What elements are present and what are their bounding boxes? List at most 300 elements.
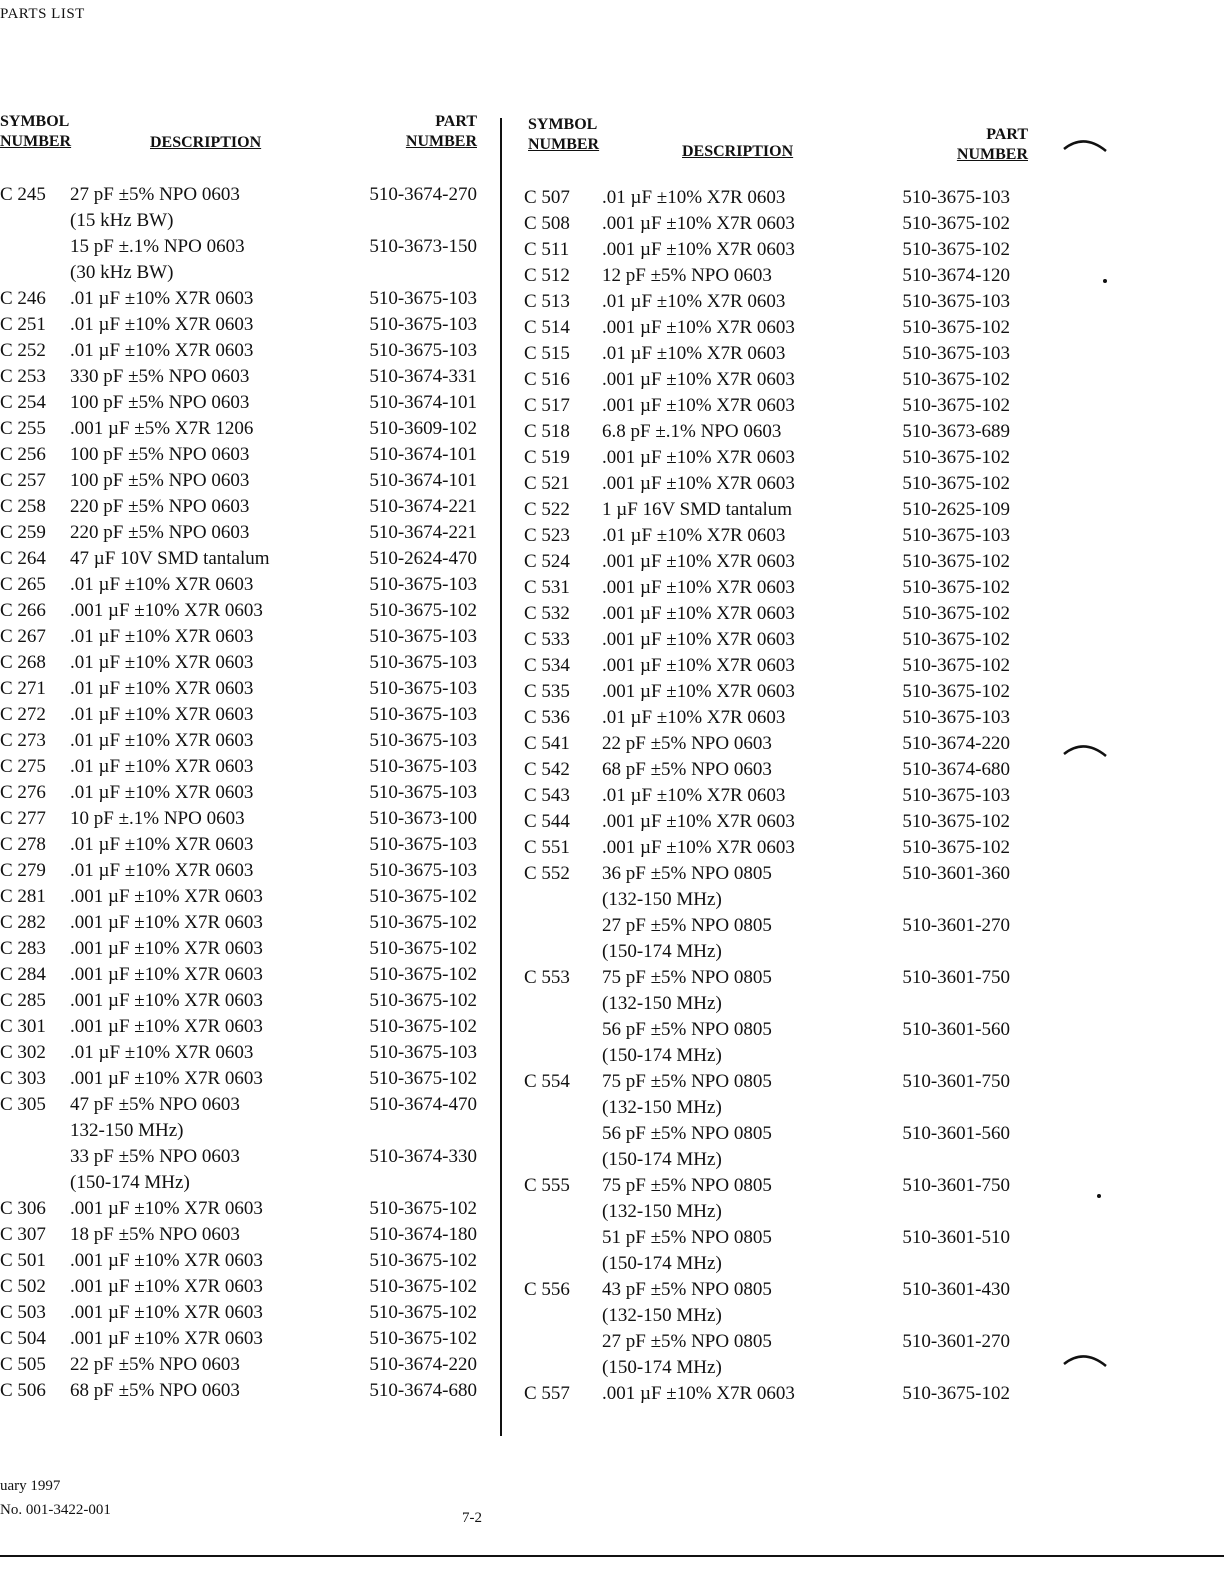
symbol-number-cell: C 307 — [0, 1224, 46, 1245]
symbol-number-cell: C 517 — [524, 395, 570, 416]
description-cell: 100 pF ±5% NPO 0603 — [70, 444, 250, 465]
description-cell: 33 pF ±5% NPO 0603 — [70, 1146, 240, 1167]
description-cell: 36 pF ±5% NPO 0805 — [602, 863, 772, 884]
part-number-cell: 510-3674-680 — [369, 1380, 477, 1401]
part-number-cell: 510-3601-270 — [902, 915, 1010, 936]
table-row — [516, 1251, 1036, 1277]
part-number-cell: 510-3675-102 — [902, 447, 1010, 468]
part-number-cell: 510-3675-102 — [902, 629, 1010, 650]
symbol-number-cell: C 555 — [524, 1175, 570, 1196]
right-parts-column — [516, 115, 1036, 1407]
description-cell: 56 pF ±5% NPO 0805 — [602, 1019, 772, 1040]
table-row — [0, 364, 485, 390]
symbol-number-cell: C 284 — [0, 964, 46, 985]
table-row — [0, 1248, 485, 1274]
description-cell: .001 µF ±10% X7R 0603 — [70, 1250, 263, 1271]
table-row — [516, 185, 1036, 211]
part-number-cell: 510-3675-103 — [902, 525, 1010, 546]
part-number-cell: 510-3675-102 — [902, 317, 1010, 338]
table-row — [0, 1352, 485, 1378]
part-number-cell: 510-3675-103 — [902, 343, 1010, 364]
symbol-number-cell: C 511 — [524, 239, 570, 260]
table-row — [516, 731, 1036, 757]
description-cell: .01 µF ±10% X7R 0603 — [70, 1042, 254, 1063]
description-cell: (150-174 MHz) — [602, 941, 722, 962]
symbol-number-cell: C 265 — [0, 574, 46, 595]
part-number-cell: 510-3674-331 — [369, 366, 477, 387]
symbol-number-cell: C 259 — [0, 522, 46, 543]
part-number-cell: 510-3675-103 — [902, 291, 1010, 312]
symbol-number-cell: C 305 — [0, 1094, 46, 1115]
symbol-number-cell: C 512 — [524, 265, 570, 286]
description-cell: .001 µF ±10% X7R 0603 — [602, 447, 795, 468]
description-cell: .001 µF ±10% X7R 0603 — [602, 213, 795, 234]
description-cell: (15 kHz BW) — [70, 210, 174, 231]
table-row — [0, 468, 485, 494]
part-number-cell: 510-3673-150 — [369, 236, 477, 257]
description-cell: .001 µF ±10% X7R 0603 — [602, 811, 795, 832]
part-number-cell: 510-3675-102 — [369, 990, 477, 1011]
right-column-header — [516, 115, 1036, 185]
part-number-cell: 510-3601-560 — [902, 1019, 1010, 1040]
part-number-cell: 510-3675-103 — [369, 834, 477, 855]
table-row — [0, 1014, 485, 1040]
table-row — [516, 289, 1036, 315]
symbol-number-cell: C 531 — [524, 577, 570, 598]
part-number-cell: 510-3601-750 — [902, 1071, 1010, 1092]
symbol-number-cell: C 502 — [0, 1276, 46, 1297]
description-cell: .001 µF ±10% X7R 0603 — [602, 1383, 795, 1404]
part-number-cell: 510-3674-221 — [369, 522, 477, 543]
table-row — [516, 627, 1036, 653]
symbol-number-cell: C 281 — [0, 886, 46, 907]
symbol-number-cell: C 275 — [0, 756, 46, 777]
part-number-cell: 510-3601-510 — [902, 1227, 1010, 1248]
description-cell: .01 µF ±10% X7R 0603 — [70, 860, 254, 881]
symbol-number-cell: C 513 — [524, 291, 570, 312]
part-number-cell: 510-3675-103 — [369, 1042, 477, 1063]
description-cell: .001 µF ±10% X7R 0603 — [70, 1328, 263, 1349]
symbol-number-cell: C 272 — [0, 704, 46, 725]
part-number-cell: 510-3675-102 — [902, 369, 1010, 390]
description-cell: .001 µF ±10% X7R 0603 — [602, 395, 795, 416]
table-row — [516, 1017, 1036, 1043]
table-row — [0, 208, 485, 234]
part-number-header — [406, 112, 477, 152]
part-number-cell: 510-3675-103 — [369, 652, 477, 673]
table-row — [0, 1092, 485, 1118]
description-cell: .001 µF ±10% X7R 0603 — [70, 1302, 263, 1323]
symbol-number-cell: C 508 — [524, 213, 570, 234]
symbol-number-cell: C 302 — [0, 1042, 46, 1063]
table-row — [516, 653, 1036, 679]
symbol-number-cell: C 554 — [524, 1071, 570, 1092]
description-cell: .01 µF ±10% X7R 0603 — [602, 525, 786, 546]
symbol-number-cell: C 251 — [0, 314, 46, 335]
table-row — [516, 861, 1036, 887]
part-number-cell: 510-3675-102 — [369, 1328, 477, 1349]
symbol-number-cell: C 551 — [524, 837, 570, 858]
table-row — [0, 962, 485, 988]
symbol-number-cell: C 245 — [0, 184, 46, 205]
table-row — [516, 315, 1036, 341]
table-row — [0, 442, 485, 468]
part-number-cell: 510-3675-103 — [369, 574, 477, 595]
description-cell: (150-174 MHz) — [602, 1045, 722, 1066]
part-number-cell: 510-3675-102 — [902, 811, 1010, 832]
description-cell: .01 µF ±10% X7R 0603 — [70, 704, 254, 725]
symbol-number-cell: C 542 — [524, 759, 570, 780]
part-header-label: PART — [986, 126, 1028, 143]
description-cell: .001 µF ±10% X7R 0603 — [70, 886, 263, 907]
description-cell: .001 µF ±10% X7R 0603 — [70, 1068, 263, 1089]
description-cell: (132-150 MHz) — [602, 1201, 722, 1222]
description-cell: 18 pF ±5% NPO 0603 — [70, 1224, 240, 1245]
table-row — [0, 702, 485, 728]
table-row — [0, 390, 485, 416]
description-cell: 47 µF 10V SMD tantalum — [70, 548, 270, 569]
description-cell: 56 pF ±5% NPO 0805 — [602, 1123, 772, 1144]
table-row — [0, 416, 485, 442]
description-cell: .001 µF ±10% X7R 0603 — [602, 681, 795, 702]
table-row — [0, 182, 485, 208]
speck-icon — [1102, 278, 1108, 284]
description-cell: .001 µF ±10% X7R 0603 — [602, 655, 795, 676]
description-cell: .001 µF ±10% X7R 0603 — [602, 369, 795, 390]
description-cell: (150-174 MHz) — [602, 1357, 722, 1378]
table-row — [0, 858, 485, 884]
part-number-cell: 510-3601-270 — [902, 1331, 1010, 1352]
description-cell: 43 pF ±5% NPO 0805 — [602, 1279, 772, 1300]
symbol-number-cell: C 267 — [0, 626, 46, 647]
table-row — [0, 780, 485, 806]
part-number-cell: 510-3674-120 — [902, 265, 1010, 286]
column-divider — [500, 118, 502, 1436]
symbol-number-cell: C 519 — [524, 447, 570, 468]
symbol-header-label: SYMBOL — [528, 116, 598, 133]
part-number-cell: 510-3675-103 — [369, 314, 477, 335]
part-number-cell: 510-3675-102 — [902, 837, 1010, 858]
part-number-cell: 510-3674-330 — [369, 1146, 477, 1167]
description-cell: .01 µF ±10% X7R 0603 — [70, 730, 254, 751]
part-number-header — [957, 125, 1028, 165]
part-number-cell: 510-3674-270 — [369, 184, 477, 205]
description-cell: (132-150 MHz) — [602, 1305, 722, 1326]
symbol-number-cell: C 271 — [0, 678, 46, 699]
part-number-cell: 510-3675-103 — [369, 678, 477, 699]
table-row — [516, 1095, 1036, 1121]
symbol-number-cell: C 534 — [524, 655, 570, 676]
symbol-number-cell: C 258 — [0, 496, 46, 517]
part-number-cell: 510-3675-102 — [369, 1068, 477, 1089]
table-row — [516, 991, 1036, 1017]
symbol-number-cell: C 252 — [0, 340, 46, 361]
part-number-cell: 510-2625-109 — [902, 499, 1010, 520]
table-row — [516, 263, 1036, 289]
description-cell: (132-150 MHz) — [602, 1097, 722, 1118]
table-row — [516, 601, 1036, 627]
part-number-cell: 510-3675-102 — [902, 473, 1010, 494]
table-row — [516, 523, 1036, 549]
part-number-cell: 510-3675-102 — [369, 1302, 477, 1323]
table-row — [0, 884, 485, 910]
right-parts-list — [516, 185, 1036, 1407]
part-number-cell: 510-3675-103 — [369, 340, 477, 361]
table-row — [0, 832, 485, 858]
description-cell: .001 µF ±10% X7R 0603 — [602, 239, 795, 260]
part-number-cell: 510-3674-220 — [369, 1354, 477, 1375]
table-row — [516, 341, 1036, 367]
part-number-cell: 510-3675-103 — [902, 785, 1010, 806]
part-number-cell: 510-3675-103 — [369, 288, 477, 309]
part-number-cell: 510-3675-102 — [369, 964, 477, 985]
symbol-number-cell: C 535 — [524, 681, 570, 702]
number-header-label: NUMBER — [528, 136, 600, 153]
description-cell: (132-150 MHz) — [602, 993, 722, 1014]
description-cell: 51 pF ±5% NPO 0805 — [602, 1227, 772, 1248]
table-row — [0, 1040, 485, 1066]
footer-doc-number: No. 001-3422-001 — [0, 1502, 111, 1518]
description-cell: 27 pF ±5% NPO 0603 — [70, 184, 240, 205]
description-cell: .001 µF ±10% X7R 0603 — [602, 577, 795, 598]
table-row — [516, 1147, 1036, 1173]
table-row — [516, 1355, 1036, 1381]
table-row — [516, 913, 1036, 939]
table-row — [0, 1378, 485, 1404]
description-cell: .01 µF ±10% X7R 0603 — [70, 782, 254, 803]
symbol-number-cell: C 253 — [0, 366, 46, 387]
table-row — [0, 1274, 485, 1300]
table-row — [516, 1043, 1036, 1069]
description-cell: 6.8 pF ±.1% NPO 0603 — [602, 421, 782, 442]
part-number-cell: 510-3675-102 — [369, 600, 477, 621]
binder-hole-shadow-icon — [1062, 1350, 1110, 1370]
description-cell: 10 pF ±.1% NPO 0603 — [70, 808, 245, 829]
symbol-number-cell: C 246 — [0, 288, 46, 309]
part-number-cell: 510-3674-220 — [902, 733, 1010, 754]
table-row — [0, 286, 485, 312]
symbol-number-cell: C 256 — [0, 444, 46, 465]
description-cell: .01 µF ±10% X7R 0603 — [70, 314, 254, 335]
table-row — [0, 1144, 485, 1170]
description-cell: 220 pF ±5% NPO 0603 — [70, 496, 250, 517]
description-cell: .001 µF ±10% X7R 0603 — [70, 938, 263, 959]
table-row — [516, 367, 1036, 393]
description-cell: .001 µF ±10% X7R 0603 — [602, 603, 795, 624]
description-cell: 68 pF ±5% NPO 0603 — [602, 759, 772, 780]
description-cell: .01 µF ±10% X7R 0603 — [70, 756, 254, 777]
symbol-number-cell: C 533 — [524, 629, 570, 650]
symbol-number-cell: C 505 — [0, 1354, 46, 1375]
part-number-cell: 510-3675-102 — [902, 213, 1010, 234]
symbol-number-cell: C 266 — [0, 600, 46, 621]
table-row — [516, 835, 1036, 861]
symbol-number-cell: C 515 — [524, 343, 570, 364]
table-row — [516, 887, 1036, 913]
table-row — [0, 1222, 485, 1248]
part-number-cell: 510-3675-103 — [369, 704, 477, 725]
description-cell: (132-150 MHz) — [602, 889, 722, 910]
part-number-cell: 510-3675-102 — [902, 681, 1010, 702]
binder-hole-shadow-icon — [1062, 135, 1110, 155]
table-row — [0, 338, 485, 364]
table-row — [0, 260, 485, 286]
table-row — [0, 1300, 485, 1326]
description-cell: .001 µF ±10% X7R 0603 — [602, 629, 795, 650]
part-number-cell: 510-3675-103 — [902, 707, 1010, 728]
part-number-cell: 510-3675-102 — [902, 603, 1010, 624]
table-row — [516, 1303, 1036, 1329]
description-cell: .01 µF ±10% X7R 0603 — [602, 343, 786, 364]
table-row — [0, 1326, 485, 1352]
part-number-cell: 510-3674-470 — [369, 1094, 477, 1115]
table-row — [516, 965, 1036, 991]
part-number-cell: 510-3675-103 — [369, 782, 477, 803]
description-header: DESCRIPTION — [150, 134, 262, 151]
part-number-cell: 510-3674-221 — [369, 496, 477, 517]
table-row — [0, 572, 485, 598]
part-number-cell: 510-3675-103 — [369, 626, 477, 647]
description-cell: 75 pF ±5% NPO 0805 — [602, 1175, 772, 1196]
symbol-number-cell: C 522 — [524, 499, 570, 520]
description-cell: .001 µF ±10% X7R 0603 — [70, 1198, 263, 1219]
description-cell: .001 µF ±5% X7R 1206 — [70, 418, 254, 439]
symbol-number-cell: C 257 — [0, 470, 46, 491]
description-cell: .01 µF ±10% X7R 0603 — [602, 187, 786, 208]
description-cell: .01 µF ±10% X7R 0603 — [70, 574, 254, 595]
table-row — [0, 1170, 485, 1196]
symbol-number-cell: C 532 — [524, 603, 570, 624]
symbol-number-cell: C 507 — [524, 187, 570, 208]
part-number-cell: 510-3674-680 — [902, 759, 1010, 780]
description-cell: 15 pF ±.1% NPO 0603 — [70, 236, 245, 257]
description-cell: .01 µF ±10% X7R 0603 — [70, 288, 254, 309]
description-cell: .01 µF ±10% X7R 0603 — [70, 652, 254, 673]
symbol-number-cell: C 306 — [0, 1198, 46, 1219]
table-row — [516, 1199, 1036, 1225]
part-number-cell: 510-3675-102 — [369, 938, 477, 959]
symbol-number-cell: C 514 — [524, 317, 570, 338]
symbol-number-cell: C 516 — [524, 369, 570, 390]
left-column-header — [0, 112, 485, 182]
symbol-number-cell: C 501 — [0, 1250, 46, 1271]
table-row — [516, 1381, 1036, 1407]
part-number-cell: 510-3674-180 — [369, 1224, 477, 1245]
description-cell: .01 µF ±10% X7R 0603 — [602, 785, 786, 806]
symbol-number-cell: C 541 — [524, 733, 570, 754]
symbol-header-label: SYMBOL — [0, 113, 70, 130]
description-cell: .01 µF ±10% X7R 0603 — [602, 291, 786, 312]
description-cell: .001 µF ±10% X7R 0603 — [602, 473, 795, 494]
table-row — [516, 393, 1036, 419]
description-cell: (150-174 MHz) — [70, 1172, 190, 1193]
table-row — [0, 806, 485, 832]
table-row — [516, 1173, 1036, 1199]
part-number-cell: 510-3675-102 — [369, 1016, 477, 1037]
table-row — [516, 445, 1036, 471]
description-header: DESCRIPTION — [682, 143, 794, 160]
part-number-cell: 510-3675-102 — [369, 1250, 477, 1271]
table-row — [0, 1118, 485, 1144]
symbol-number-cell: C 285 — [0, 990, 46, 1011]
part-number-cell: 510-3675-103 — [902, 187, 1010, 208]
part-number-cell: 510-3675-102 — [369, 886, 477, 907]
part-number-cell: 510-3673-689 — [902, 421, 1010, 442]
table-row — [0, 754, 485, 780]
description-cell: 12 pF ±5% NPO 0603 — [602, 265, 772, 286]
part-number-cell: 510-3675-103 — [369, 730, 477, 751]
description-cell: (150-174 MHz) — [602, 1149, 722, 1170]
table-row — [516, 549, 1036, 575]
symbol-number-cell: C 523 — [524, 525, 570, 546]
table-row — [0, 676, 485, 702]
symbol-number-cell: C 254 — [0, 392, 46, 413]
description-cell: (150-174 MHz) — [602, 1253, 722, 1274]
table-row — [0, 1196, 485, 1222]
symbol-number-cell: C 556 — [524, 1279, 570, 1300]
part-number-cell: 510-3601-750 — [902, 967, 1010, 988]
table-row — [0, 1066, 485, 1092]
footer-rule — [0, 1555, 1224, 1557]
description-cell: .001 µF ±10% X7R 0603 — [70, 1276, 263, 1297]
table-row — [0, 728, 485, 754]
table-row — [516, 419, 1036, 445]
symbol-number-cell: C 278 — [0, 834, 46, 855]
symbol-number-header — [0, 112, 71, 152]
description-cell: 47 pF ±5% NPO 0603 — [70, 1094, 240, 1115]
symbol-number-cell: C 277 — [0, 808, 46, 829]
part-number-cell: 510-2624-470 — [369, 548, 477, 569]
page-number: 7-2 — [462, 1510, 482, 1526]
description-cell: (30 kHz BW) — [70, 262, 174, 283]
page-title: PARTS LIST — [0, 6, 85, 22]
part-number-cell: 510-3675-102 — [902, 239, 1010, 260]
description-cell: 1 µF 16V SMD tantalum — [602, 499, 793, 520]
symbol-number-cell: C 503 — [0, 1302, 46, 1323]
table-row — [0, 312, 485, 338]
description-cell: 75 pF ±5% NPO 0805 — [602, 1071, 772, 1092]
table-row — [0, 598, 485, 624]
description-cell: 100 pF ±5% NPO 0603 — [70, 392, 250, 413]
description-cell: .01 µF ±10% X7R 0603 — [70, 834, 254, 855]
part-number-header-label: NUMBER — [956, 146, 1028, 163]
symbol-number-cell: C 255 — [0, 418, 46, 439]
description-cell: .001 µF ±10% X7R 0603 — [602, 317, 795, 338]
table-row — [0, 494, 485, 520]
symbol-number-cell: C 543 — [524, 785, 570, 806]
description-cell: .01 µF ±10% X7R 0603 — [70, 340, 254, 361]
part-number-header-label: NUMBER — [405, 133, 477, 150]
part-number-cell: 510-3601-430 — [902, 1279, 1010, 1300]
symbol-number-cell: C 521 — [524, 473, 570, 494]
part-header-label: PART — [435, 113, 477, 130]
description-cell: 100 pF ±5% NPO 0603 — [70, 470, 250, 491]
symbol-number-cell: C 506 — [0, 1380, 46, 1401]
part-number-cell: 510-3675-102 — [369, 1198, 477, 1219]
part-number-cell: 510-3675-102 — [902, 577, 1010, 598]
table-row — [516, 705, 1036, 731]
left-parts-column — [0, 112, 485, 1404]
part-number-cell: 510-3675-102 — [902, 1383, 1010, 1404]
table-row — [516, 1121, 1036, 1147]
symbol-number-cell: C 553 — [524, 967, 570, 988]
table-row — [516, 471, 1036, 497]
description-cell: .01 µF ±10% X7R 0603 — [70, 626, 254, 647]
description-cell: 68 pF ±5% NPO 0603 — [70, 1380, 240, 1401]
symbol-number-cell: C 303 — [0, 1068, 46, 1089]
symbol-number-header — [528, 115, 599, 155]
description-cell: .001 µF ±10% X7R 0603 — [70, 1016, 263, 1037]
